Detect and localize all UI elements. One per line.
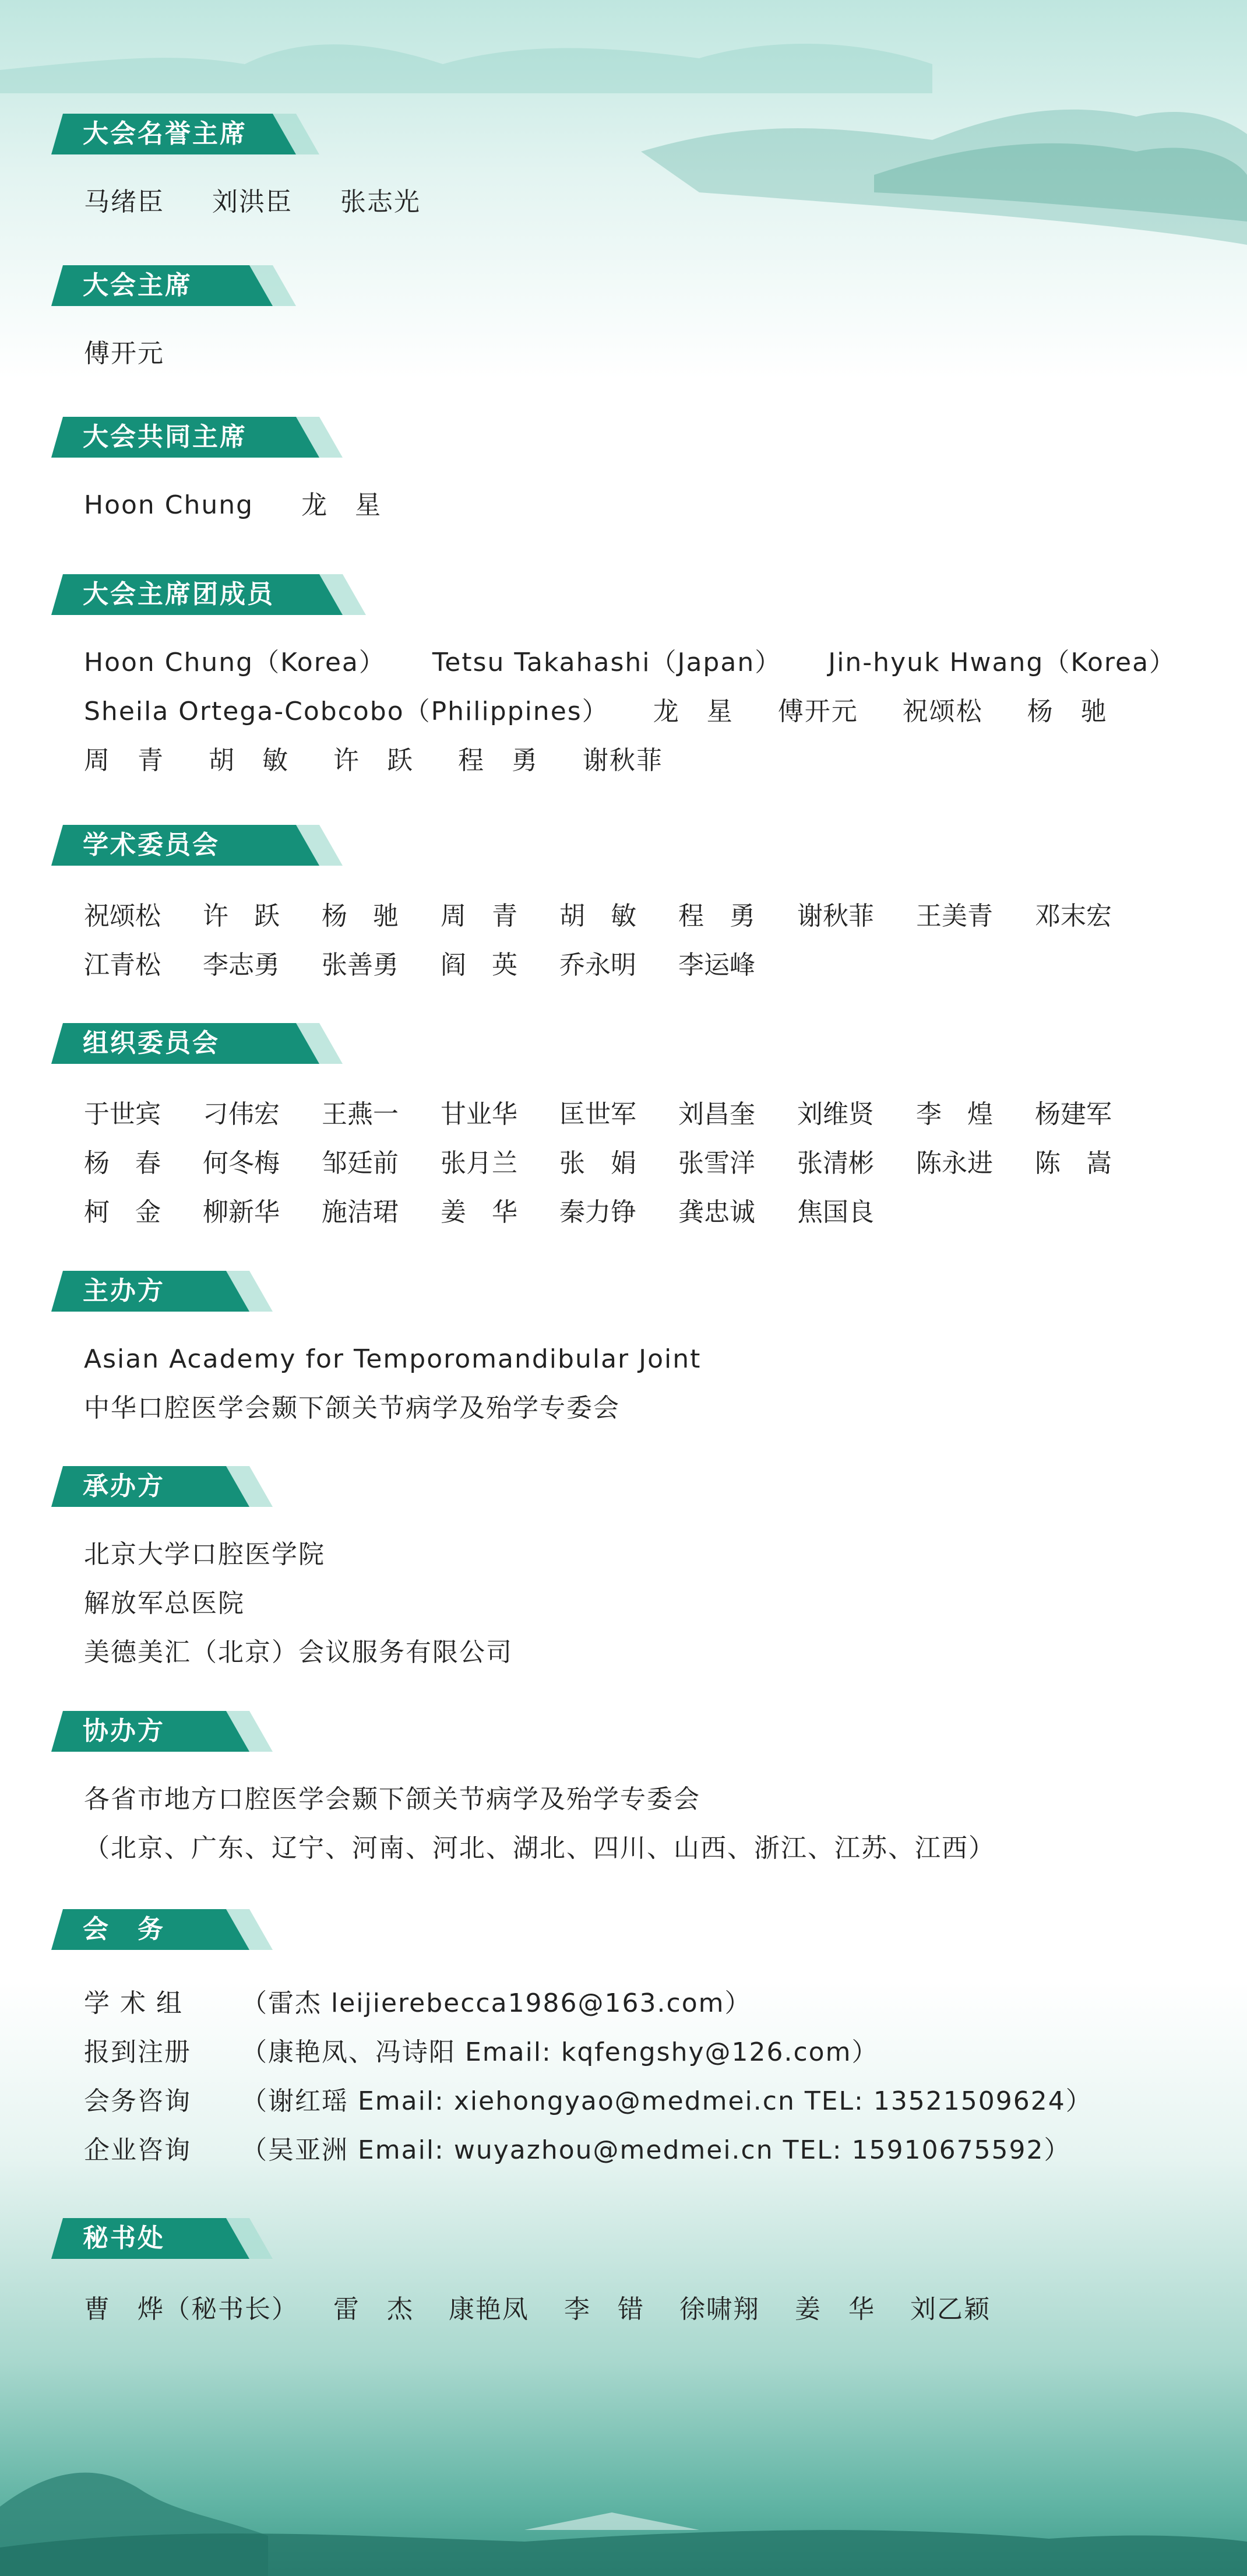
member-line [84, 481, 1133, 530]
member-grid-row [84, 1136, 1133, 1185]
member-name: 甘业华 [441, 1099, 517, 1129]
member-name: 杨 春 [84, 1148, 161, 1178]
member-name: 程 勇 [458, 746, 538, 775]
member-name: 邓末宏 [1035, 901, 1112, 931]
member-name: 陈 嵩 [1035, 1148, 1112, 1178]
member-name: 李 煌 [916, 1099, 993, 1129]
member-name: 焦国良 [797, 1197, 874, 1227]
member-name: 邹廷前 [322, 1148, 399, 1178]
contact-info: （谢红瑶 Email: xiehongyao@medmei.cn TEL: 13521509624） [241, 2086, 1093, 2116]
member-name: 刘乙颖 [910, 2294, 991, 2324]
member-name: 张 娟 [559, 1148, 636, 1178]
member-line [84, 638, 1176, 687]
member-line [84, 736, 1133, 785]
member-name: 刘洪臣 [212, 187, 293, 217]
member-name: 周 青 [84, 746, 164, 775]
member-name: 王燕一 [322, 1099, 399, 1129]
member-name: 张雪洋 [678, 1148, 755, 1178]
section-title: 大会主席 [83, 270, 192, 300]
member-name: 程 勇 [678, 901, 755, 931]
org-line: 美德美汇（北京）会议服务有限公司 [84, 1637, 513, 1667]
member-name: 匡世军 [559, 1099, 636, 1129]
section-title: 承办方 [83, 1471, 165, 1501]
member-name: 雷 杰 [333, 2294, 414, 2324]
org-line: 北京大学口腔医学院 [84, 1540, 325, 1569]
member-name: Hoon Chung（Korea） [84, 648, 386, 677]
member-name: 龙 星 [301, 490, 382, 520]
member-line [84, 178, 1133, 227]
section-title: 会 务 [83, 1914, 165, 1944]
member-name: 傅开元 [777, 697, 858, 726]
section-title: 大会名誉主席 [83, 119, 247, 149]
contact-info: （康艳凤、冯诗阳 Email: kqfengshy@126.com） [241, 2037, 879, 2067]
member-name: 张志光 [340, 187, 421, 217]
member-name: 何冬梅 [203, 1148, 280, 1178]
member-name: 马绪臣 [84, 187, 164, 217]
member-name: 阎 英 [441, 950, 517, 980]
member-name: Sheila Ortega-Cobcobo（Philippines） [84, 697, 609, 726]
member-line [84, 329, 1133, 378]
member-name: Hoon Chung [84, 490, 254, 520]
member-name: 刘维贤 [797, 1099, 874, 1129]
contact-line [84, 1979, 1133, 2028]
org-line: 解放军总医院 [84, 1589, 245, 1618]
member-name: 谢秋菲 [797, 901, 874, 931]
member-name: 刁伟宏 [203, 1099, 280, 1129]
member-grid-row [84, 938, 1133, 987]
member-name: 江青松 [84, 950, 161, 980]
member-name: 杨建军 [1035, 1099, 1112, 1129]
member-name: 祝颂松 [84, 901, 161, 931]
member-name: Tetsu Takahashi（Japan） [432, 648, 782, 677]
member-line [84, 687, 1133, 736]
member-name: 龚忠诚 [678, 1197, 755, 1227]
member-name: 柳新华 [203, 1197, 280, 1227]
contact-line [84, 2028, 1133, 2077]
member-name: 李志勇 [203, 950, 280, 980]
member-name: 谢秋菲 [583, 746, 663, 775]
member-name: 胡 敏 [209, 746, 289, 775]
member-name: 张月兰 [441, 1148, 517, 1178]
contact-info: （雷杰 leijierebecca1986@163.com） [241, 1988, 752, 2018]
member-name: 曹 烨（秘书长） [84, 2294, 298, 2324]
member-name: 胡 敏 [559, 901, 636, 931]
member-name: 施洁珺 [322, 1197, 399, 1227]
member-grid-row [84, 1087, 1133, 1136]
section-title: 大会主席团成员 [83, 579, 274, 609]
member-name: 祝颂松 [902, 697, 983, 726]
contact-role: 会务咨询 [84, 2086, 191, 2116]
member-grid-row [84, 1185, 1133, 1234]
member-name: 张善勇 [322, 950, 399, 980]
member-name: 傅开元 [84, 339, 164, 368]
org-line: 各省市地方口腔医学会颞下颌关节病学及殆学专委会 [84, 1784, 700, 1814]
section-title: 秘书处 [83, 2223, 165, 2253]
member-name: 姜 华 [441, 1197, 517, 1227]
section-title: 协办方 [83, 1716, 165, 1746]
member-name: 张清彬 [797, 1148, 874, 1178]
member-name: 刘昌奎 [678, 1099, 755, 1129]
member-name: 姜 华 [795, 2294, 875, 2324]
section-title: 主办方 [83, 1276, 165, 1306]
member-name: 周 青 [441, 901, 517, 931]
member-name: 徐啸翔 [679, 2294, 760, 2324]
org-line: 中华口腔医学会颞下颌关节病学及殆学专委会 [84, 1393, 620, 1423]
org-line: （北京、广东、辽宁、河南、河北、湖北、四川、山西、浙江、江苏、江西） [84, 1833, 995, 1863]
member-name: 王美青 [916, 901, 993, 931]
member-name: 于世宾 [84, 1099, 161, 1129]
landscape-background-bottom [0, 2437, 1247, 2576]
member-line [84, 2285, 1133, 2334]
member-name: 乔永明 [559, 950, 636, 980]
section-title: 组织委员会 [83, 1028, 220, 1058]
contact-role: 报到注册 [84, 2037, 191, 2067]
contact-line [84, 2126, 1133, 2175]
org-line: Asian Academy for Temporomandibular Joint [84, 1344, 702, 1374]
contact-info: （吴亚洲 Email: wuyazhou@medmei.cn TEL: 15910675592） [241, 2135, 1071, 2165]
section-title: 大会共同主席 [83, 422, 247, 452]
member-name: 陈永进 [916, 1148, 993, 1178]
member-name: Jin-hyuk Hwang（Korea） [828, 648, 1176, 677]
member-name: 康艳凤 [449, 2294, 529, 2324]
member-name: 龙 星 [653, 697, 734, 726]
section-title: 学术委员会 [83, 830, 220, 860]
contact-role: 学 术 组 [84, 1988, 183, 2018]
member-name: 柯 金 [84, 1197, 161, 1227]
member-name: 杨 驰 [322, 901, 399, 931]
member-name: 李运峰 [678, 950, 755, 980]
member-name: 杨 驰 [1027, 697, 1108, 726]
member-name: 许 跃 [203, 901, 280, 931]
member-name: 李 错 [564, 2294, 644, 2324]
member-name: 秦力铮 [559, 1197, 636, 1227]
contact-line [84, 2077, 1133, 2126]
contact-role: 企业咨询 [84, 2135, 191, 2165]
member-name: 许 跃 [333, 746, 414, 775]
member-grid-row [84, 889, 1133, 938]
